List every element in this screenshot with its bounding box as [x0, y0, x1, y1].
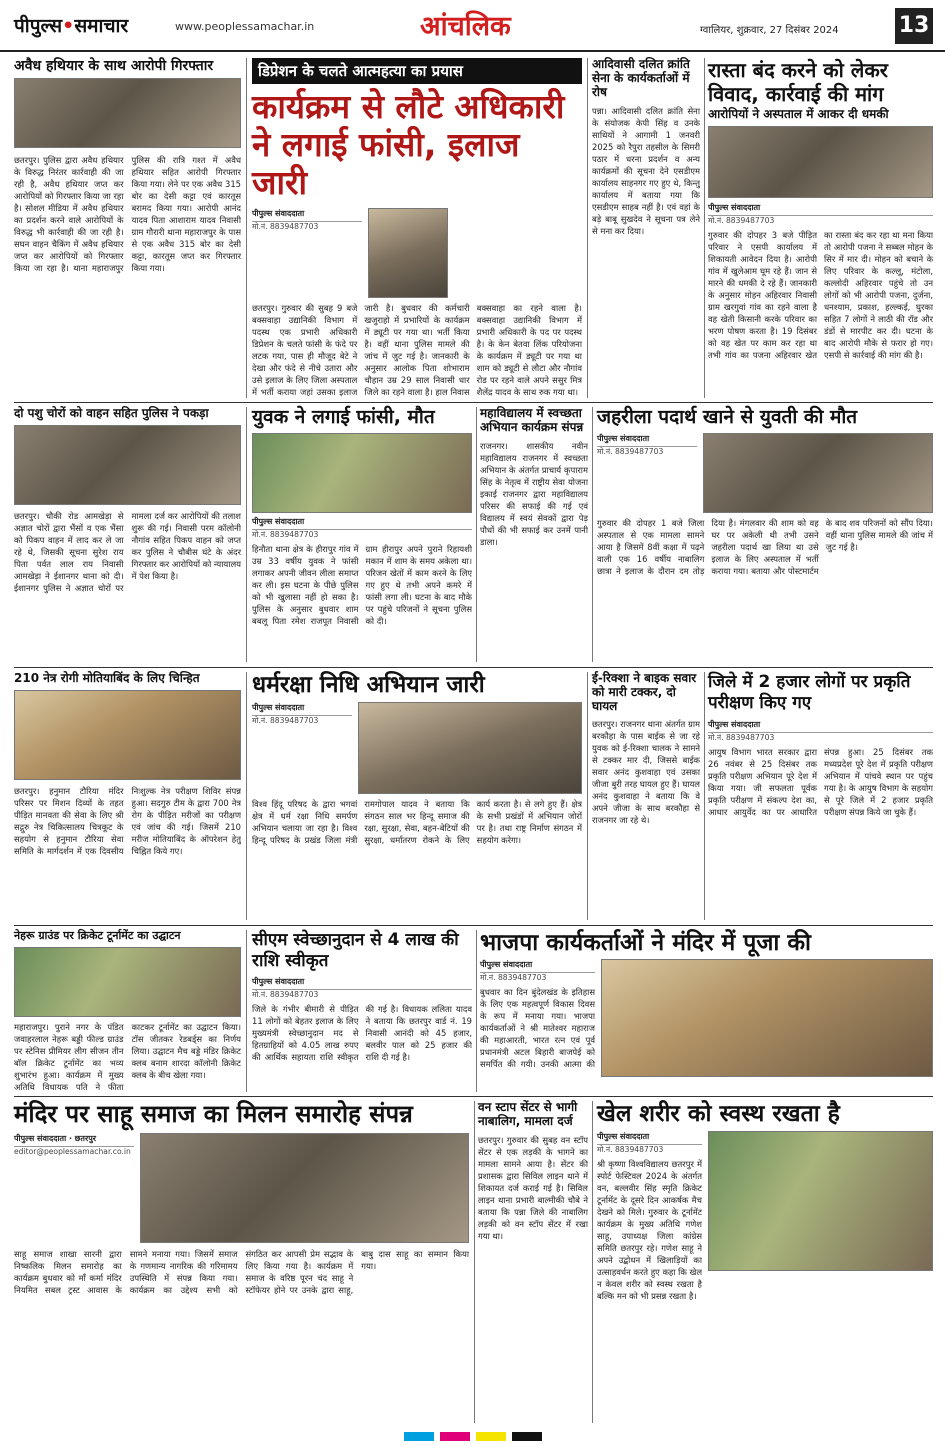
photo-group-posters: [358, 702, 582, 794]
website-link[interactable]: www.peoplessamachar.in: [175, 20, 315, 33]
story-body: जिले के गंभीर बीमारी से पीड़ित 11 लोगों को बेहतर इलाज के लिए मुख्यमंत्री स्वेच्छानुदान मद से हितग्राहियों को 4.05 लाख रुपए की आर्थिक सहायता राशि स्वीकृत की गई है। विधायक ललिता यादव ने बताया कि छतरपुर वार्ड नं. 19 निवासी आनंदी को 45 हजार, बलवीर पाल को 25 हजार की राशि दी गई है।: [252, 1003, 472, 1062]
story-sahu: [14, 1101, 469, 1423]
row-divider: [14, 925, 933, 926]
mobile-number: मो.नं. 8839487703: [597, 446, 664, 456]
byline: पीपुल्स संवाददाता: [597, 1131, 702, 1145]
story-poison: [597, 407, 933, 662]
story-body: गुरुवार की दोपहर 1 बजे जिला अस्पताल से एक मामला सामने आया है जिसमें 8वीं कक्षा में पढ़ने वाली एक 16 वर्षीय नाबालिग छात्रा ने इलाज के दौरान दम तोड़ दिया है। मंगलवार की शाम को वह घर पर अकेली थी तभी उसने जहरीला पदार्थ खा लिया था उसे इलाज के लिए अस्पताल में भर्ती कराया गया। बताया और पोस्टमार्टम के बाद शव परिजनों को सौंप दिया। वहीं थाना पुलिस मामले की जांच में जुट गई है।: [597, 517, 933, 576]
byline-place: छतरपुर: [74, 1133, 97, 1143]
column-divider: [246, 407, 247, 662]
mobile-number: मो.नं. 8839487703: [252, 529, 319, 539]
headline: खेल शरीर को स्वस्थ रखता है: [597, 1101, 840, 1127]
story-body: बुधवार का दिन बुंदेलखंड के इतिहास के लिए एक महत्वपूर्ण विकास दिवस के रूप में मनाया गया। भाजपा कार्यकर्ताओं ने श्री मातेश्वर महाराज की महाआरती, भारत रत्न एवं पूर्व प्रधानमंत्री अटल बिहारी बाजपेई को समर्पित की गयी। उनकी आत्मा की: [480, 987, 595, 1070]
headline: रास्ता बंद करने को लेकर विवाद, कार्रवाई की मांग: [708, 58, 888, 106]
column-divider: [476, 407, 477, 662]
story-body: साहू समाज शाखा सारनी द्वारा निष्कलिक मिलन समारोह का कार्यक्रम बुधवार को माँ कर्मा मंदिर नियमित सबल ट्रस्ट आवास के सामने मनाया गया। जिसमें समाज के गणमान्य नागरिक की गरिमामय उपस्थिति में संपन्न किया गया। कार्यक्रम का उद्देश्य सभी को संगठित कर आपसी प्रेम सद्भाव के लिए किया गया है। कार्यक्रम में समाज के वरिष्ठ पूरन चंद साहू ने स्टॉफेयर होने पर उनके द्वारा साहू, बाबु दास साहू का सम्मान किया गया।: [14, 1248, 469, 1295]
photo-crowd-tractor: [252, 433, 472, 513]
byline: पीपुल्स संवाददाता: [708, 202, 933, 216]
mobile-number: मो.नं. 8839487703: [252, 989, 319, 999]
headline: जिले में 2 हजार लोगों पर प्रकृति परीक्षण किए गए: [708, 672, 911, 714]
headline: सीएम स्वेच्छानुदान से 4 लाख की राशि स्वीकृत: [252, 930, 459, 972]
story-body: विश्व हिंदू परिषद के द्वारा भगवां क्षेत्र में धर्म रक्षा निधि समर्पण अभियान चलाया जा रहा है। विश्व हिन्दू परिषद के प्रखंड जिला मंत्री रामगोपाल यादव ने बताया कि संगठन साल भर हिन्दू समाज की रक्षा, सुरक्षा, सेवा, बहन-बेटियों की सुरक्षा, धर्मांतरण रोकने के लिए कार्य करता है। से लगे हुए हैं। क्षेत्र के सभी प्रखंडों में अभियान जोरों पर है। तथा राष्ट्र निर्माण संगठन में सहयोग करेगा।: [252, 799, 582, 846]
mobile-number: मो.नं. 8839487703: [708, 215, 775, 225]
column-divider: [592, 1101, 593, 1423]
column-divider: [704, 672, 705, 920]
story-body: श्री कृष्णा विश्वविद्यालय छतरपुर में स्पोर्ट फेस्टिवल 2024 के अंतर्गत वन, बल्लवीर सिंह स्मृति क्रिकेट टूर्नामेंट के दूसरे दिन आकर्षक मैच देखने को मिले। गुरुवार के टूर्नामेंट कार्यक्रम के मुख्य अतिथि गणेश साहू, उपाध्यक्ष जिला कांग्रेस समिति छतरपुर रहे। गणेश साहू ने अपने उद्बोधन में खिलाड़ियों का उत्साहवर्धन करते हुए कहा कि खेल न केवल शरीर को स्वस्थ रखता है बल्कि मन को भी प्रसन्न रखता है।: [597, 1159, 702, 1302]
headline: ई-रिक्शा ने बाइक सवार को मारी टक्कर, दो घायल: [592, 671, 697, 713]
headline: मंदिर पर साहू समाज का मिलन समारोह संपन्न: [14, 1100, 413, 1128]
story-body: छतरपुर। गुरुवार की सुबह 9 बजे बक्सवाहा उद्यानिकी विभाग में पदस्थ एक प्रभारी अधिकारी डिप्रेशन के चलते फांसी के फंदे पर लटक गया, पास ही मौजूद बेटे ने देखा और फंदे से नीचे उतारा और उसे इलाज के लिए जिला अस्पताल में भर्ती कराया जहां उसका इलाज जारी है। बुधवार की कर्मचारी खजुराहो में प्रभारियों के कार्यक्रम में ड्यूटी पर गया था। भर्ती किया है। वहीं थाना पुलिस मामले की जांच में जुट गई है। जानकारी के अनुसार आलोक पिता शोभाराम चौहान उम्र 29 साल निवासी धार जिले का रहने वाला है। हाल निवास बक्सवाहा का रहने वाला है। बक्सवाहा उद्यानिकी विभाग में प्रभारी अधिकारी के पद पर पदस्थ है। के केन बेतवा लिंक परियोजना के कार्यक्रम में ड्यूटी पर गया था शाम को ड्यूटी से लौटा और नौगांव रोड पर रहने वाले अपने ससुर मित्र शैलेंद्र यादव के साथ रुक गया था।: [252, 302, 582, 397]
photo-police-arrest: [14, 78, 241, 148]
byline: पीपुल्स संवाददाता · छतरपुर: [14, 1133, 134, 1147]
black-swatch: [512, 1432, 542, 1441]
story-nature: [708, 672, 933, 920]
row-divider: [14, 1096, 933, 1097]
headline: दो पशु चोरों को वाहन सहित पुलिस ने पकड़ा: [14, 406, 209, 420]
story-body: आयुष विभाग भारत सरकार द्वारा 26 नवंबर से 25 दिसंबर तक प्रकृति परीक्षण अभियान पूरे देश में किया गया। जी सफलता पूर्वक प्रकृति परीक्षण में संकल्प देश का, आधार आयुर्वेद का पर आधारित संपन्न हुआ। 25 दिसंबर तक मध्यप्रदेश पूरे देश में प्रकृति परीक्षण अभियान में पांचवे स्थान पर पहुंच गया है। के आयुष विभाग के सहयोग से पूरे जिले में 2 हजार प्रकृति परीक्षण संपन्न किये जा चुके हैं।: [708, 746, 933, 817]
story-body: हिनौता थाना क्षेत्र के हीरापुर गांव में उम्र 33 वर्षीय युवक ने फांसी लगाकर अपनी जीवन लीला समाप्त कर ली। इस घटना के पीछे पुलिस को भी खुलासा नहीं हो सका है। पुलिस के अनुसार बुधवार शाम बबलू पिता रमेश राजपूत निवासी ग्राम हीरापुर अपने पुराने रिहायशी मकान में शाम के समय अकेला था। परिजन खेतों में काम करने के लिए गए हुए थे तभी अपने कमरे में फांसी लगा ली। घटना के बाद मौके पर पहुंचे परिजनों ने सूचना पुलिस को दी।: [252, 543, 472, 626]
byline: पीपुल्स संवाददाता: [252, 208, 362, 222]
mobile-number: मो.नं. 8839487703: [252, 221, 319, 231]
logo-dot: •: [62, 15, 75, 37]
headline: महाविद्यालय में स्वच्छता अभियान कार्यक्रम संपन्न: [480, 406, 584, 434]
story-body: छतरपुर। हनुमान टौरिया मंदिर परिसर पर मिशन दिव्यों के तहत पीड़ित मानवता की सेवा के लिए श्री सद्गुरु नेत्र चिकित्सालय चित्रकूट के सहयोग से हनुमान टौरिया सेवा समिति के मार्गदर्शन में एक दिवसीय निःशुल्क नेत्र परीक्षण शिविर संपन्न हुआ। सदगुरु टीम के द्वारा 700 नेत्र रोग के पीड़ित मरीजों का परीक्षण एवं जांच की गई। जिसमें 210 मरीज मोतियाबिंद के ऑपरेशन हेतु चिह्नित किये गए।: [14, 785, 241, 856]
mobile-number: मो.नं. 8839487703: [708, 732, 775, 742]
story-cm-fund: [252, 930, 472, 1092]
column-divider: [474, 1101, 475, 1423]
story-body: छतरपुर। पुलिस द्वारा अवैध हथियार के विरुद्ध निरंतर कार्रवाही की जा रही है, अवैध हथियार जप्त कर आरोपियों को गिरफ्तार किया जा रहा है। सोशल मीडिया में अवैध हथियार का प्रदर्शन करने वाले आरोपियों के विरुद्ध भी कार्रवाही की जा रही है। सघन वाहन चैकिंग में अवैध हथियार जप्त कर आरोपियों को गिरफ्तार किया जा रहा है। थाना महाराजपुर पुलिस की रात्रि गश्त में अवैध हथियार सहित आरोपी गिरफ्तार किया गया। लेने पर एक अवैध 315 बोर का देसी कट्टा एवं कारतूस बरामद किया गया। आरोपी आनंद यादव पिता आशाराम यादव निवासी ग्राम गौरारी थाना महाराजपुर के पास से एक अवैध 315 बोर का देसी कट्टा, कारतूस जप्त कर गिरफ्तार किया गया।: [14, 155, 241, 274]
column-divider: [587, 58, 588, 398]
column-divider: [592, 407, 593, 662]
column-divider: [704, 58, 705, 398]
logo-text-a: पीपुल्स: [14, 15, 63, 37]
headline: जहरीला पदार्थ खाने से युवती की मौत: [597, 406, 858, 428]
story-body: छतरपुर। राजनगर थाना अंतर्गत ग्राम बरकौहा के पास बाईक से जा रहे युवक को ई-रिक्शा चालक ने सामने से टक्कर मार दी, जिससे बाईक सवार अनंद कुशवाहा एवं उसका जीजा बुरी तरह घायल हुए हैं। घायल अनंद कुशवाहा ने बताया कि वे अपने जीजा के साथ बरकौहा से राजनगर जा रहे थे।: [592, 719, 700, 826]
headline: नेहरू ग्राउंड पर क्रिकेट टूर्नामेंट का उद्घाटन: [14, 929, 181, 942]
section-title: आंचलिक: [420, 11, 511, 42]
photo-eye-checkup: [14, 690, 241, 780]
mobile-number: मो.नं. 8839487703: [480, 973, 547, 983]
mobile-number: मो.नं. 8839487703: [252, 716, 319, 726]
column-divider: [587, 672, 588, 920]
subhead: आरोपियों ने अस्पताल में आकर दी धमकी: [708, 107, 889, 121]
photo-police-team: [14, 425, 241, 505]
story-body: गुरुवार की दोपहर 3 बजे पीड़ित परिवार ने एसपी कार्यालय में शिकायती आवेदन दिया है। आरोपी गांव में खुलेआम घूम रहे हैं। जान से मारने की धमकी दे रहे हैं। जानकारी के अनुसार मोहन अहिरवार निवासी ग्राम खरगुवां गांव का रहने वाला है वह खेती किसानी करके परिवार का भरण पोषण करता है। 19 दिसंबर को वह खेत पर काम कर रहा था तभी गांव का पजना अहिरवार खेत का रास्ता बंद कर रहा था मना किया तो आरोपी पजना ने सब्बल मोहन के सिर में मार दी। मोहन को बचाने के लिए परिवार के कल्लू, मंटोला, कल्लोदी अहिरवार पहुंचे तो उन लोगों को भी आरोपी पजना, दुर्जना, धनश्याम, प्रकाश, हल्ल्कई, घुरका सहित 7 लोगों ने लाठी की रॉड और डंडों से मारपीट कर दी। घटना के बाद आरोपी मौके से फरार हो गए। एसपी से कार्रवाई की मांग की है।: [708, 229, 933, 360]
photo-sports-team: [708, 1131, 933, 1271]
story-body: पन्ना। आदिवासी दलित क्रांति सेना के संयोजक केपी सिंह व उनके साथियों ने आगामी 1 जनवरी 2025 को रैपुरा तहसील के सिमरी पठार में धरना प्रदर्शन व अन्य कार्यक्रमों की सूचना देने एसडीएम कार्यालय साहनगर गए हुए थे, किन्तु कार्यालय में बताया गया कि एसडीएम साहब नहीं है। एवं वहां के बड़े बाबू सुखदेव ने सूचना पत्र लेने से मना कर दिया।: [592, 106, 700, 237]
column-divider: [246, 930, 247, 1092]
row-divider: [14, 402, 933, 403]
byline: पीपुल्स संवाददाता: [252, 976, 472, 990]
byline: पीपुल्स संवाददाता: [480, 959, 595, 973]
kicker: डिप्रेशन के चलते आत्महत्या का प्रयास: [252, 58, 582, 84]
story-adivasi: [592, 58, 700, 398]
headline: धर्मरक्षा निधि अभियान जारी: [252, 672, 485, 698]
story-body: छतरपुर। चौकी रोड आमखेड़ा से अज्ञात चोरों द्वारा भैंसों व एक भैंसा को पिकप वाहन में लाद कर ले जा रहे थे, जिसकी सूचना सुरेश राय पिता पर्वत लाल राय निवासी आमखेड़ा ने ईशानगर थाना को दी। ईशानगर पुलिस ने अज्ञात चोरों पर मामला दर्ज कर आरोपियों की तलाश शुरू की गई। निवासी परम कॉलोनी नौगांव सहित पिकप वाहन को जप्त कर पुलिस ने चौबीस घंटे के अंदर गिरफ्तार कर आरोपियों को न्यायालय में पेश किया है।: [14, 510, 241, 593]
column-divider: [246, 58, 247, 398]
story-depression: [252, 58, 582, 398]
story-minor: [478, 1101, 588, 1423]
story-body: राजनगर। शासकीय नवीन महाविद्यालय राजनगर में स्वच्छता अभियान के अंतर्गत प्राचार्य कृपाराम सिंह के नेतृत्व में राष्ट्रीय सेवा योजना इकाई राजनगर द्वारा महाविद्यालय परिसर की सफाई की गई एवं विद्यालय में स्वयं सेवकों द्वारा पेड़ पौधों की भी सफाई कर उनमें पानी डाला।: [480, 440, 588, 547]
byline-name: पीपुल्स संवाददाता: [14, 1133, 67, 1143]
print-registration-bar: [0, 1428, 945, 1445]
byline: पीपुल्स संवाददाता: [252, 702, 352, 716]
story-hanging: [252, 407, 472, 662]
photo-villagers: [708, 126, 933, 198]
story-dharm: [252, 672, 582, 920]
headline: भाजपा कार्यकर्ताओं ने मंदिर में पूजा की: [480, 930, 812, 956]
photo-temple-gathering: [601, 959, 933, 1077]
dateline: ग्वालियर, शुक्रवार, 27 दिसंबर 2024: [700, 25, 839, 36]
masthead: [0, 0, 945, 52]
headline: 210 नेत्र रोगी मोतियाबिंद के लिए चिन्हित: [14, 671, 200, 685]
story-college: [480, 407, 588, 662]
story-erickshaw: [592, 672, 700, 920]
photo-officer-portrait: [368, 208, 448, 298]
headline: वन स्टाप सेंटर से भागी नाबालिग, मामला दर्ज: [478, 1100, 578, 1128]
story-eye-camp: [14, 672, 241, 920]
byline: पीपुल्स संवाददाता: [708, 719, 933, 733]
story-nehru-ground: [14, 930, 241, 1092]
byline: पीपुल्स संवाददाता: [597, 433, 697, 447]
photo-family-hospital: [703, 433, 933, 513]
yellow-swatch: [476, 1432, 506, 1441]
column-divider: [246, 672, 247, 920]
story-body: महाराजपुर। पुराने नगर के पंडित जवाहरलाल नेहरू बड्डी फील्ड ग्राउंड पर स्टेनिस प्रीमियर लीग सीजन तीन बॉल क्रिकेट टूर्नामेंट का भव्य शुभारंभ हुआ। कार्यक्रम में मुख्य अतिथि विधायक पति ने फीता काटकर टूर्नामेंट का उद्घाटन किया। टॉस जीतकर रेडबर्ड्स का निर्णय लिया। उद्घाटन मैच बड्डे मंडिर क्रिकेट क्लब बनाम शारदा कॉलोनी क्रिकेट क्लब के बीच खेला गया।: [14, 1021, 241, 1092]
headline: आदिवासी दलित क्रांति सेना के कार्यकर्ताओं में रोष: [592, 57, 690, 99]
byline: पीपुल्स संवाददाता: [252, 516, 472, 530]
headline: युवक ने लगाई फांसी, मौत: [252, 406, 435, 428]
logo-text-b: समाचार: [74, 15, 129, 37]
magenta-swatch: [440, 1432, 470, 1441]
column-divider: [476, 930, 477, 1092]
editor-email[interactable]: editor@peoplessamachar.co.in: [14, 1146, 131, 1156]
headline: अवैध हथियार के साथ आरोपी गिरफ्तार: [14, 58, 214, 74]
photo-community-meet: [140, 1133, 469, 1243]
story-arms: [14, 58, 241, 398]
cyan-swatch: [404, 1432, 434, 1441]
story-sport: [597, 1101, 933, 1423]
page-number: 13: [895, 8, 933, 44]
story-road: [708, 58, 933, 398]
row-divider: [14, 667, 933, 668]
newspaper-logo[interactable]: [14, 12, 128, 38]
mobile-number: मो.नं. 8839487703: [597, 1145, 664, 1155]
story-body: छतरपुर। गुरुवार की सुबह वन स्टॉप सेंटर से एक लड़की के भागने का मामला सामने आया है। सेंटर की प्रशासक द्वारा सिविल लाइन थाने में शिकायत दर्ज कराई गई है। सिविल लाइन थाना प्रभारी बाल्मीकी चौबे ने बताया कि पन्ना जिले की नाबालिग लड़की को वन स्टॉप सेंटर में रखा गया था।: [478, 1134, 588, 1241]
story-bjp: [480, 930, 933, 1092]
photo-cricket-field: [14, 947, 241, 1017]
story-cattle: [14, 407, 241, 662]
headline: कार्यक्रम से लौटे अधिकारी ने लगाई फांसी, इलाज जारी: [252, 87, 565, 202]
